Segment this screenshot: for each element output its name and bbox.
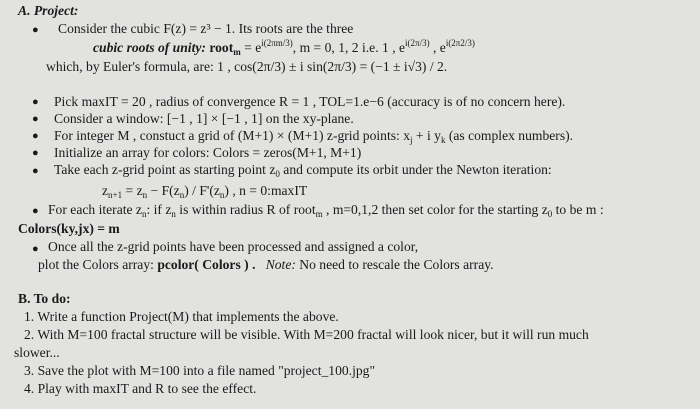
iterate-line: For each iterate $z_n$: if $z_n$ is within radius R of root$_m$ , m=0,1,2 then set color for the starting $z_0$ to be m : [48,202,604,219]
todo-item-3: 3. Save the plot with M=100 into a file named "project_100.jpg" [24,363,375,378]
window-line: Consider a window: [−1 , 1] × [−1 , 1] on the xy-plane. [54,111,354,126]
bullet: ● [32,147,39,159]
bullet: ● [32,243,39,255]
bullet: ● [32,165,39,177]
section-a-title: A. Project: [18,3,79,18]
param-line: Pick maxIT = 20 , radius of convergence R = 1 , TOL=1.e−6 (accuracy is of no concern here). [54,94,566,109]
grid-line: For integer M , constuct a grid of (M+1) × (M+1) z-grid points: $x_j + i$ $y_k$ (as complex numbers). [54,128,574,145]
bullet: ● [32,113,39,125]
orbit-line: Take each z-grid point as starting point $z_0$ and compute its orbit under the Newton iteration: [54,162,552,179]
bullet: ● [32,24,39,36]
plot-line-1: Once all the z-grid points have been processed and assigned a color, [48,239,419,254]
plot-line-2: plot the Colors array: pcolor( Colors ) . Note: No need to rescale the Colors array. [38,257,494,272]
section-b-title: B. To do: [18,291,71,306]
todo-item-1: 1. Write a function Project(M) that implements the above. [24,309,339,324]
todo-item-4: 4. Play with maxIT and R to see the effect. [24,381,257,396]
todo-item-2: 2. With M=100 fractal structure will be visible. With M=200 fractal will look nicer, but it will run much [24,327,589,342]
todo-item-2-cont: slower... [14,345,60,360]
paragraph-cubic: Consider the cubic F(z) = z³ − 1. Its roots are the three [58,21,354,36]
bullet: ● [32,205,39,217]
colors-init-line: Initialize an array for colors: Colors = zeros(M+1, M+1) [54,145,362,160]
euler-formula-line: which, by Euler's formula, are: 1 , cos(2π/3) ± i sin(2π/3) = (−1 ± i√3) / 2. [46,59,448,74]
newton-equation: $z_{n+1} = z_n - F(z_n) / F'(z_n)$ , n = 0:maxIT [102,183,308,200]
bullet: ● [32,96,39,108]
roots-formula-line: cubic roots of unity: root$_m$ = $e^{i(2\pi m/3)}$, m = 0, 1, 2 i.e. 1 , $e^{i(2\pi/3)}$ , $e^{i(2\pi 2/3)}$ [93,38,475,57]
colors-assign-line: Colors(ky,jx) = m [18,221,120,236]
bullet: ● [32,130,39,142]
